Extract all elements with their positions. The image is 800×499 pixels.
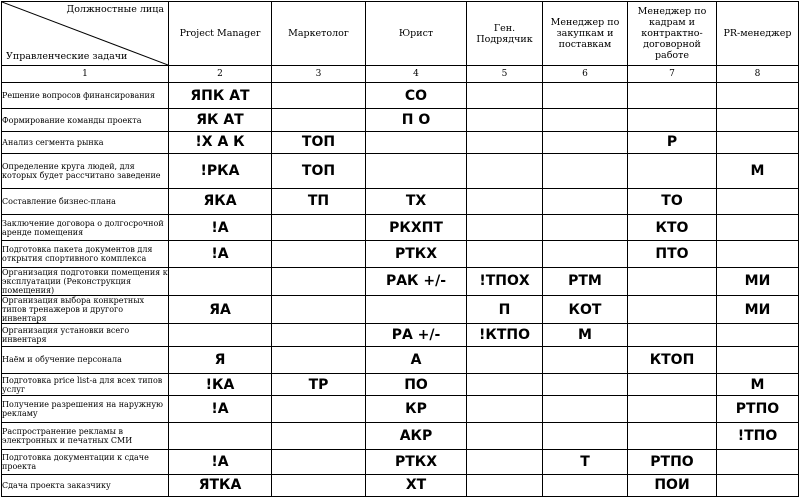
task-name-cell: Получение разрешения на наружную рекламу bbox=[2, 396, 169, 422]
responsibility-cell bbox=[543, 396, 628, 422]
responsibility-cell bbox=[366, 296, 467, 324]
table-row bbox=[2, 267, 799, 295]
responsibility-cell: !А bbox=[169, 396, 272, 422]
responsibility-cell bbox=[366, 131, 467, 153]
responsibility-cell bbox=[628, 154, 717, 189]
column-number: 5 bbox=[467, 66, 543, 83]
responsibility-cell bbox=[717, 83, 799, 109]
table-row bbox=[2, 346, 799, 373]
responsibility-cell: РА +/- bbox=[366, 324, 467, 346]
responsibility-cell bbox=[272, 396, 366, 422]
responsibility-cell: ТОП bbox=[272, 131, 366, 153]
responsibility-cell bbox=[717, 474, 799, 496]
responsibility-cell bbox=[366, 154, 467, 189]
responsibility-cell bbox=[169, 267, 272, 295]
responsibility-cell bbox=[467, 396, 543, 422]
responsibility-cell bbox=[717, 450, 799, 474]
responsibility-cell bbox=[717, 324, 799, 346]
responsibility-cell: СО bbox=[366, 83, 467, 109]
task-name-cell: Подготовка price list-а для всех типов услуг bbox=[2, 374, 169, 396]
responsibility-cell bbox=[272, 83, 366, 109]
responsibility-cell: М bbox=[543, 324, 628, 346]
responsibility-cell: МИ bbox=[717, 267, 799, 295]
responsibility-cell bbox=[628, 324, 717, 346]
responsibility-cell bbox=[467, 346, 543, 373]
role-header-project-manager: Project Manager bbox=[169, 2, 272, 66]
responsibility-cell: !А bbox=[169, 241, 272, 267]
responsibility-cell: М bbox=[717, 374, 799, 396]
corner-top-label: Должностные лица bbox=[66, 4, 164, 15]
task-name-cell: Подготовка документации к сдаче проекта bbox=[2, 450, 169, 474]
responsibility-cell: КР bbox=[366, 396, 467, 422]
responsibility-cell bbox=[628, 374, 717, 396]
responsibility-cell: ЯТКА bbox=[169, 474, 272, 496]
responsibility-cell bbox=[272, 241, 366, 267]
responsibility-cell bbox=[717, 188, 799, 214]
responsibility-cell: Я bbox=[169, 346, 272, 373]
column-number: 2 bbox=[169, 66, 272, 83]
table-row bbox=[2, 188, 799, 214]
responsibility-cell: Р bbox=[628, 131, 717, 153]
table-row bbox=[2, 474, 799, 496]
table-row bbox=[2, 374, 799, 396]
responsibility-cell bbox=[467, 474, 543, 496]
responsibility-cell: А bbox=[366, 346, 467, 373]
table-row bbox=[2, 109, 799, 131]
responsibility-cell: ПО bbox=[366, 374, 467, 396]
responsibility-cell: РТПО bbox=[628, 450, 717, 474]
task-name-cell: Заключение договора о долгосрочной аренде помещения bbox=[2, 214, 169, 240]
responsibility-cell bbox=[717, 346, 799, 373]
table-row bbox=[2, 83, 799, 109]
responsibility-cell: ЯКА bbox=[169, 188, 272, 214]
task-name-cell: Определение круга людей, для которых будет рассчитано заведение bbox=[2, 154, 169, 189]
responsibility-cell: КТО bbox=[628, 214, 717, 240]
responsibility-cell bbox=[543, 154, 628, 189]
task-name-cell: Организация подготовки помещения к эксплуатации (Реконструкция помещения) bbox=[2, 267, 168, 295]
responsibility-cell: РАК +/- bbox=[366, 267, 467, 295]
responsibility-cell bbox=[543, 188, 628, 214]
responsibility-cell bbox=[628, 83, 717, 109]
responsibility-cell bbox=[272, 296, 366, 324]
table-row bbox=[2, 131, 799, 153]
table-row bbox=[2, 241, 799, 267]
table-row bbox=[2, 422, 799, 449]
task-name-cell: Распространение рекламы в электронных и печатных СМИ bbox=[2, 422, 169, 449]
column-number: 6 bbox=[543, 66, 628, 83]
responsibility-cell bbox=[628, 422, 717, 449]
responsibility-cell bbox=[467, 188, 543, 214]
responsibility-cell: РТМ bbox=[543, 267, 628, 295]
role-header-marketer: Маркетолог bbox=[272, 2, 366, 66]
responsibility-cell bbox=[467, 214, 543, 240]
task-name-cell: Организация установки всего инвентаря bbox=[2, 324, 169, 346]
responsibility-cell: ХТ bbox=[366, 474, 467, 496]
responsibility-cell bbox=[467, 450, 543, 474]
responsibility-cell: РТКХ bbox=[366, 241, 467, 267]
responsibility-cell: ТП bbox=[272, 188, 366, 214]
responsibility-cell: !КТПО bbox=[467, 324, 543, 346]
responsibility-cell bbox=[543, 83, 628, 109]
responsibility-cell: ЯПК АТ bbox=[169, 83, 272, 109]
matrix-body bbox=[2, 83, 799, 497]
responsibility-cell bbox=[717, 131, 799, 153]
responsibility-cell bbox=[467, 109, 543, 131]
responsibility-cell bbox=[543, 109, 628, 131]
table-row bbox=[2, 396, 799, 422]
responsibility-cell: ТО bbox=[628, 188, 717, 214]
task-name-cell: Анализ сегмента рынка bbox=[2, 131, 169, 153]
table-row bbox=[2, 296, 799, 324]
responsibility-cell bbox=[272, 422, 366, 449]
responsibility-cell bbox=[169, 422, 272, 449]
responsibility-cell: МИ bbox=[717, 296, 799, 324]
responsibility-cell: РТКХ bbox=[366, 450, 467, 474]
column-number: 8 bbox=[717, 66, 799, 83]
table-row bbox=[2, 214, 799, 240]
responsibility-cell: ТР bbox=[272, 374, 366, 396]
responsibility-cell: ТОП bbox=[272, 154, 366, 189]
responsibility-cell bbox=[717, 214, 799, 240]
role-header-lawyer: Юрист bbox=[366, 2, 467, 66]
responsibility-cell: П О bbox=[366, 109, 467, 131]
corner-bottom-label: Управленческие задачи bbox=[6, 51, 128, 62]
responsibility-matrix bbox=[1, 1, 799, 497]
task-name-cell: Решение вопросов финансирования bbox=[2, 83, 169, 109]
responsibility-cell: Т bbox=[543, 450, 628, 474]
column-number-row bbox=[2, 66, 799, 83]
column-number: 7 bbox=[628, 66, 717, 83]
responsibility-cell bbox=[467, 422, 543, 449]
responsibility-cell bbox=[272, 214, 366, 240]
task-name-cell: Сдача проекта заказчику bbox=[2, 474, 169, 496]
responsibility-cell: М bbox=[717, 154, 799, 189]
responsibility-cell: ТХ bbox=[366, 188, 467, 214]
task-name-cell: Составление бизнес-плана bbox=[2, 188, 169, 214]
column-number: 1 bbox=[2, 66, 169, 83]
responsibility-cell bbox=[467, 154, 543, 189]
responsibility-cell bbox=[543, 131, 628, 153]
responsibility-cell bbox=[628, 396, 717, 422]
role-header-pr-manager: PR-менеджер bbox=[717, 2, 799, 66]
column-number: 3 bbox=[272, 66, 366, 83]
responsibility-cell bbox=[543, 241, 628, 267]
role-header-hr-manager: Менеджер по кадрам и контрактно-договорной работе bbox=[628, 2, 717, 66]
table-row bbox=[2, 154, 799, 189]
responsibility-cell bbox=[543, 422, 628, 449]
responsibility-cell: П bbox=[467, 296, 543, 324]
responsibility-cell: !КА bbox=[169, 374, 272, 396]
responsibility-cell: !А bbox=[169, 214, 272, 240]
responsibility-cell bbox=[628, 109, 717, 131]
responsibility-cell: ПОИ bbox=[628, 474, 717, 496]
role-header-procurement-manager: Менеджер по закупкам и поставкам bbox=[543, 2, 628, 66]
responsibility-cell bbox=[543, 214, 628, 240]
responsibility-cell bbox=[272, 474, 366, 496]
responsibility-cell: !А bbox=[169, 450, 272, 474]
responsibility-cell: РТПО bbox=[717, 396, 799, 422]
table-row bbox=[2, 450, 799, 474]
responsibility-cell bbox=[717, 109, 799, 131]
responsibility-cell: ЯК АТ bbox=[169, 109, 272, 131]
responsibility-cell bbox=[543, 346, 628, 373]
column-number: 4 bbox=[366, 66, 467, 83]
responsibility-cell: ПТО bbox=[628, 241, 717, 267]
task-name-cell: Наём и обучение персонала bbox=[2, 346, 169, 373]
responsibility-cell: !Х А К bbox=[169, 131, 272, 153]
responsibility-cell: КОТ bbox=[543, 296, 628, 324]
responsibility-cell: АКР bbox=[366, 422, 467, 449]
responsibility-cell bbox=[628, 267, 717, 295]
responsibility-cell bbox=[272, 450, 366, 474]
responsibility-cell bbox=[543, 374, 628, 396]
header-corner-cell bbox=[2, 2, 169, 66]
responsibility-cell bbox=[467, 374, 543, 396]
task-name-cell: Организация выбора конкретных типов тренажеров и другого инвентаря bbox=[2, 296, 169, 324]
responsibility-cell bbox=[272, 109, 366, 131]
responsibility-cell bbox=[272, 324, 366, 346]
role-header-general-contractor: Ген. Подрядчик bbox=[467, 2, 543, 66]
responsibility-cell bbox=[467, 131, 543, 153]
responsibility-cell bbox=[543, 474, 628, 496]
task-name-cell: Формирование команды проекта bbox=[2, 109, 169, 131]
responsibility-cell: РКХПТ bbox=[366, 214, 467, 240]
responsibility-cell bbox=[628, 296, 717, 324]
responsibility-cell bbox=[467, 241, 543, 267]
responsibility-cell: !РКА bbox=[169, 154, 272, 189]
responsibility-cell bbox=[717, 241, 799, 267]
responsibility-cell bbox=[272, 346, 366, 373]
responsibility-cell bbox=[467, 83, 543, 109]
table-row bbox=[2, 324, 799, 346]
header-row bbox=[2, 2, 799, 66]
responsibility-cell: !ТПО bbox=[717, 422, 799, 449]
responsibility-cell: !ТПОХ bbox=[467, 267, 543, 295]
responsibility-cell: ЯА bbox=[169, 296, 272, 324]
responsibility-cell: КТОП bbox=[628, 346, 717, 373]
responsibility-cell bbox=[272, 267, 366, 295]
responsibility-cell bbox=[169, 324, 272, 346]
task-name-cell: Подготовка пакета документов для открытия спортивного комплекса bbox=[2, 241, 169, 267]
